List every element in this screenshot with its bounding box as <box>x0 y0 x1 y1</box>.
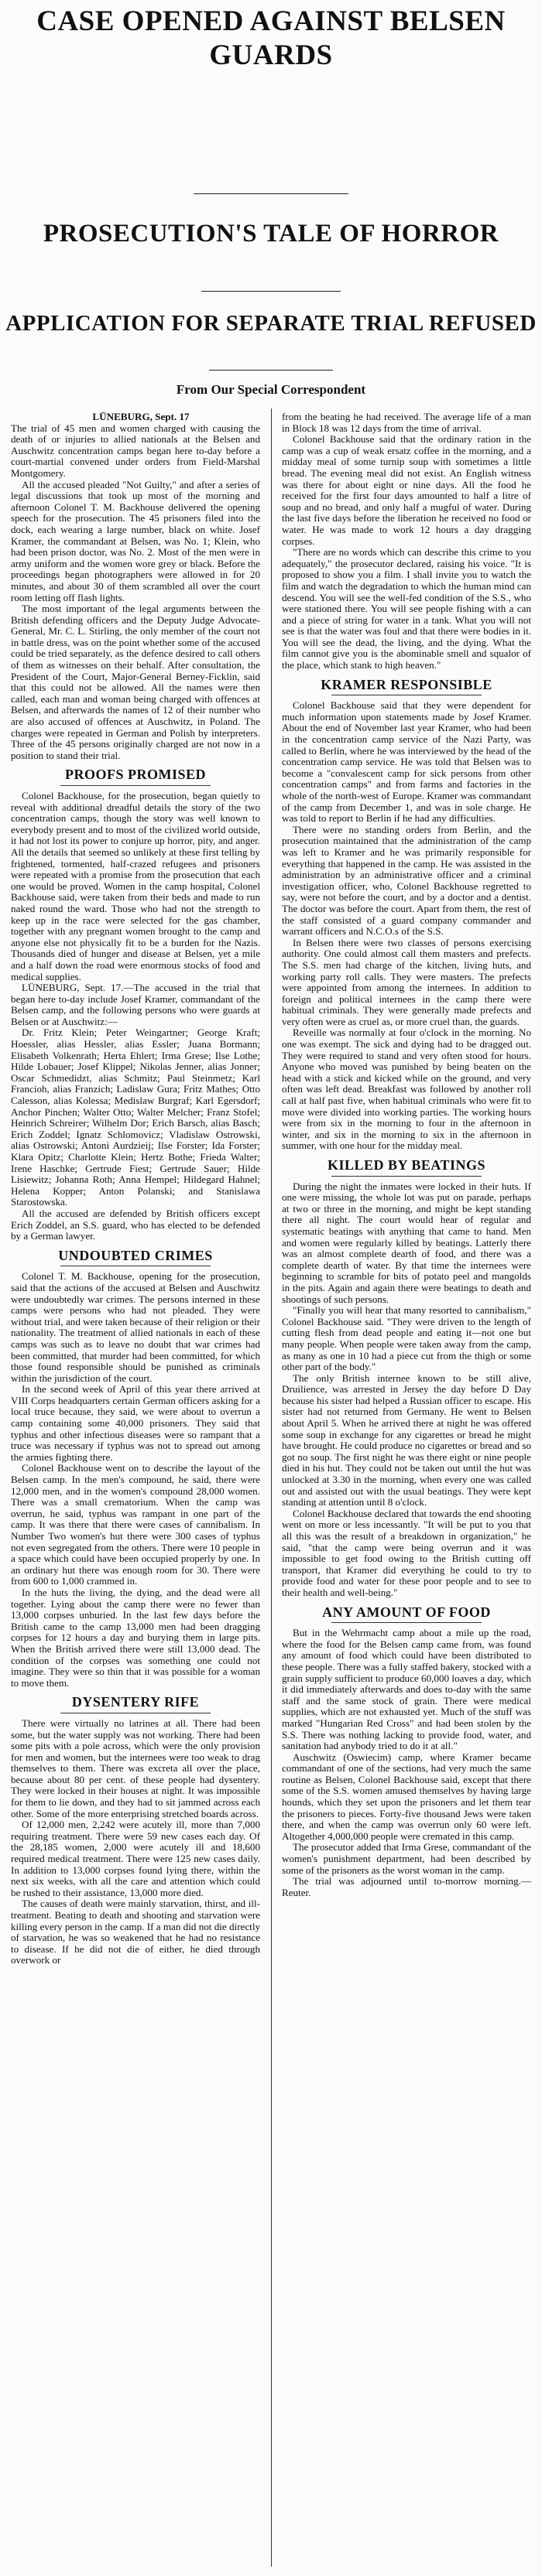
section-subheading <box>11 769 260 786</box>
third-headline-rule <box>209 370 333 371</box>
subheadline-rule <box>201 291 341 292</box>
article-paragraph: The most important of the legal arguments between the British defending officers and the Deputy Judge Advocate-General, Mr. C. L. Stirling, the only member of the court not in battle dress, was on the point whether some of the accused could be tried separately, as the defence desired to call others of them as witnesses on their behalf. After consultation, the President of the Court, Major-General Berney-Ficklin, said that this could not be allowed. All the names were then called, each man and woman being charged with offences at Belsen, and afterwards the names of 12 of their number who are also accused of offences at Auschwitz, in Poland. The charges were repeated in German and Polish by interpreters. Three of the 45 persons originally charged are not now in a position to stand their trial. <box>11 603 260 761</box>
section-subheading-text: PROOFS PROMISED <box>64 767 206 783</box>
article-paragraph: In the second week of April of this year there arrived at VIII Corps headquarters certain German officers asking for a local truce because, they said, we were about to overrun a camp containing some 40,000 prisoners. They said that typhus and other infectious diseases were so rampant that a truce was necessary if typhus was not to spread out among the armies fighting there. <box>11 1383 260 1463</box>
subheading-rule <box>331 1176 481 1177</box>
article-paragraph: Reveille was normally at four o'clock in the morning. No one was exempt. The sick and dying had to be dragged out. They were required to stand and very often stood for hours. Anyone who moved was punished by being beaten on the head with a stick and kicked while on the ground, and very often was left dead. Breakfast was followed by another roll call at half past five, when habitual criminals who were fit to move were divided into working parties. The working hours were from six in the morning to four in the afternoon in winter, and six in the morning to six in the afternoon in summer, with one hour for the midday meal. <box>282 1027 531 1152</box>
article-paragraph: The trial was adjourned until to-morrow morning.—Reuter. <box>282 1875 531 1898</box>
article-paragraph: Colonel Backhouse said that the ordinary ration in the camp was a cup of weak ersatz coffee in the morning, and a midday meal of some turnip soup with sometimes a little bread. The evening meal did not exist. An English witness was there for about eight or nine days. All the food he received for the first four days amounted to half a litre of soup and no bread, and only half a mugful of water. During the last five days before the liberation he received no food or water. He was made to work 12 hours a day dragging corpses. <box>282 433 531 547</box>
article-paragraph: The prosecutor added that Irma Grese, commandant of the women's punishment department, had been described by some of the prisoners as the worst woman in the camp. <box>282 1841 531 1876</box>
article-paragraph: There were virtually no latrines at all. There had been some, but the water supply was not working. There had been some pits with a pole across, which were the only provision for men and women, but the internees were too weak to drag themselves to them. There was excreta all over the place, because about 80 per cent. of these people had dysentery. They were locked in their houses at night. It was impossible for them to lie down, and they had to sit jammed across each other. Some of the more enterprising stretched boards across. <box>11 1717 260 1819</box>
section-subheading-text: KRAMER RESPONSIBLE <box>321 676 492 692</box>
section-subheading-text: DYSENTERY RIFE <box>71 1694 200 1710</box>
article-paragraph: The causes of death were mainly starvation, thirst, and ill-treatment. Beating to death and shooting and starvation were killing every person in the camp. If a man did not die directly of starvation, he was so weakened that he had no resistance to disease. If he did not die of either, he died through overwork or <box>11 1898 260 1966</box>
left-column <box>11 412 260 1966</box>
section-subheading-text: UNDOUBTED CRIMES <box>58 1247 213 1263</box>
article-paragraph: Dr. Fritz Klein; Peter Weingartner; George Kraft; Hoessler, alias Hessler, alias Essler; Juana Bormann; Elisabeth Volkenrath; Herta Ehlert; Irma Grese; Ilse Lothe; Hilde Lobauer; Josef Klippel; Nikolas Jenner, alias Jonner; Oscar Schmedidzt, alias Schmitz; Paul Steinmetz; Karl Francioh, alias Franzich; Ladislaw Gura; Fritz Mathes; Otto Calesson, alias Kolessa; Medislaw Burgraf; Karl Egersdorf; Anchor Pinchen; Walter Otto; Walter Melcher; Franz Stofel; Heinrich Schreirer; Wilhelm Dor; Erich Barsch, alias Basch; Erich Zoddel; Ignatz Schlomovicz; Vladislaw Ostrowski, alias Ostrowski; Antoni Aurdzieij; Ilse Forster; Ida Forster; Klara Opitz; Charlotte Klein; Hertz Bothe; Frieda Walter; Irene Haschke; Gertrude Fiest; Gertrude Sauer; Hilde Lisiewitz; Johanna Roth; Anna Hempel; Hildegard Hahnel; Helena Kopper; Anton Polanski; and Stanislawa Starostowska. <box>11 1027 260 1208</box>
article-paragraph: Of 12,000 men, 2,242 were acutely ill, more than 7,000 requiring treatment. There were 59 new cases each day. Of the 28,185 women, 2,000 were acutely ill and 18,600 required medical treatment. There were 125 new cases daily. In addition to 13,000 corpses found lying there, within the next six weeks, with all the care and attention which could be rushed to their assistance, 13,000 more died. <box>11 1819 260 1898</box>
article-paragraph: In Belsen there were two classes of persons exercising authority. One could almost call them masters and prefects. The S.S. men had charge of the kitchen, living huts, and working party roll calls. They were masters. The prefects were appointed from among the internees. In addition to foreign and political internees in the camp there were habitual criminals. They were generally made prefects and very often were as cruel as, or more cruel than, the guards. <box>282 936 531 1027</box>
article-paragraph: Colonel Backhouse went on to describe the layout of the Belsen camp. In the men's compound, he said, there were 12,000 men, and in the women's compound 28,000 women. There was a small crematorium. When the camp was overrun, he said, typhus was rampant in one part of the camp. It was there that there were cases of cannibalism. In Number Two women's hut there were 300 cases of typhus not even segregated from the others. There were 10 people in a space which could have been occupied properly by one. In an ordinary hut there was enough room for 30. There were from 600 to 1,000 crammed in. <box>11 1462 260 1587</box>
subheading-rule <box>60 785 210 786</box>
column-divider <box>271 408 272 2567</box>
article-paragraph: Colonel Backhouse, for the prosecution, began quietly to reveal with additional dreadful details the story of the two concentration camps, though the story was well known to everybody present and to most of the civilized world outside, it had not lost its power to conjure up horror, pity, and anger. All the details that seemed so unlikely at these first telling by frightened, tormented, half-crazed refugees and prisoners were repeated with a promise from the prosecution that each one would be proved. Women in the camp hospital, Colonel Backhouse said, were taken from their beds and made to run naked round the ward. Those who had not the strength to keep up in the race were selected for the gas chamber, together with any pregnant women brought to the camp and anyone else not physically fit to be a burden for the Nazis. Thousands died of hunger and disease at Belsen, yet a mile and a half down the road were enormous stocks of food and medical supplies. <box>11 790 260 982</box>
article-paragraph: The trial of 45 men and women charged with causing the death of or injuries to allied nationals at the Belsen and Auschwitz concentration camps began here to-day before a court-martial convened under orders from Field-Marshal Montgomery. <box>11 422 260 479</box>
article-paragraph: All the accused pleaded "Not Guilty," and after a series of legal discussions that took up most of the morning and afternoon Colonel T. M. Backhouse delivered the opening speech for the prosecution. The 45 prisoners filed into the dock, each wearing a large number, black on white. Josef Kramer, the commandant at Belsen, was No. 1; Klein, who had been prison doctor, was No. 2. Most of the men were in army uniform and the women wore grey or black. Before the proceedings began photographers were allowed in for 20 minutes, and about 30 of them scrambled all over the court room letting off flash lights. <box>11 478 260 603</box>
section-subheading <box>11 1247 260 1267</box>
article-paragraph: Colonel Backhouse said that they were dependent for much information upon statements made by Josef Kramer. About the end of November last year Kramer, who had been in the concentration camp service of the Nazi Party, was called to Berlin, where he was interviewed by the head of the concentration camp service. He was told that Belsen was to become a "convalescent camp for sick persons from other concentration camps" and from farms and factories in the whole of the north-west of Europe. Kramer was commandant of the camp from December 1, and was in sole charge. He was told to report to Berlin if he had any difficulties. <box>282 699 531 825</box>
main-headline: CASE OPENED AGAINST BELSEN GUARDS <box>36 5 506 71</box>
article-paragraph: from the beating he had received. The average life of a man in Block 18 was 12 days from the time of arrival. <box>282 411 531 434</box>
article-paragraph: LÜNEBURG, Sept. 17.—The accused in the trial that began here to-day include Josef Kramer, commandant of the Belsen camp, and the following persons who were guards at Belsen or at Auschwitz:— <box>11 982 260 1027</box>
section-subheading-text: ANY AMOUNT OF FOOD <box>322 1604 491 1620</box>
article-paragraph: In the huts the living, the dying, and the dead were all together. Lying about the camp there were no fewer than 13,000 corpses unburied. In the last few days before the British came to the camp 13,000 men had been dragging corpses for 12 hours a day and burying them in large pits. When the British arrived there were still 13,000 dead. The condition of the corpses was something one could not imagine. They were so thin that it was possible for a woman to move them. <box>11 1586 260 1689</box>
article-paragraph: Colonel T. M. Backhouse, opening for the prosecution, said that the actions of the accused at Belsen and Auschwitz were undoubtedly war crimes. The persons interned in these camps were persons who had not pleaded. They were without trial, and were taken because of their religion or their nationality. The treatment of allied nationals in each of these camps was such as to leave no doubt that war crimes had been committed, that murder had been committed, for which those found responsible should be punished as criminals within the jurisdiction of the court. <box>11 1270 260 1384</box>
third-headline: APPLICATION FOR SEPARATE TRIAL REFUSED <box>5 311 537 336</box>
headline-rule <box>194 193 348 194</box>
right-column <box>282 412 531 1898</box>
article-paragraph: "Finally you will hear that many resorted to cannibalism," Colonel Backhouse said. "They were driven to the length of cutting flesh from dead people and eating it—not one but many people. When people were taken away from the camp, as many as one in 10 had a piece cut from the thigh or some other part of the body." <box>282 1304 531 1373</box>
section-subheading <box>282 1604 531 1624</box>
byline: From Our Special Correspondent <box>176 382 366 397</box>
section-subheading <box>282 1157 531 1177</box>
article-paragraph: Colonel Backhouse declared that towards the end shooting went on more or less incessantly. "It will be put to you that all this was the result of a breakdown in organization," he said, "that the camp were being overrun and it was impossible to get food owing to the British cutting off transport, that Kramer did everything he could to try to provide food and water for these poor people and to see to their health and well-being." <box>282 1507 531 1598</box>
dateline: LÜNEBURG, Sept. 17 <box>92 411 190 422</box>
article-paragraph: But in the Wehrmacht camp about a mile up the road, where the food for the Belsen camp came from, was found any amount of food which could have been distributed to these people. There was a fully staffed bakery, stocked with a grain supply sufficient to produce 60,000 loaves a day, which it did immediately afterwards and does to-day with the same staff and the same stock of grain. There were medical supplies, which are not exhausted yet. Much of the stuff was marked "Hungarian Red Cross" and had been stolen by the S.S. There was nothing lacking to provide food, water, and sanitation had anybody tried to do it at all." <box>282 1627 531 1752</box>
section-subheading <box>11 1696 260 1713</box>
article-paragraph: All the accused are defended by British officers except Erich Zoddel, an S.S. guard, who has elected to be defended by a German lawyer. <box>11 1207 260 1242</box>
subheading-rule <box>331 1622 481 1623</box>
article-paragraph: There were no standing orders from Berlin, and the prosecution maintained that the administration of the camp was left to Kramer and he was primarily responsible for everything that happened in the camp. He was assisted in the administration by an administrative officer and a criminal investigation officer, who, Colonel Backhouse regretted to say, were not before the court, and by a doctor and a dentist. The doctor was before the court. Apart from them, the rest of the staff consisted of a guard company commander and warrant officers and N.C.O.s of the S.S. <box>282 823 531 938</box>
section-subheading <box>282 676 531 696</box>
article-paragraph: Auschwitz (Oswiecim) camp, where Kramer became commandant of one of the sections, had very much the same routine as Belsen, Colonel Backhouse said, except that there some of the S.S. women amused themselves by having large hounds, which they set upon the prisoners and let them tear the prisoners to pieces. Forty-five thousand Jews were taken there, and when the camp was overrun only 60 were left. Altogether 4,000,000 people were cremated in this camp. <box>282 1751 531 1842</box>
section-subheading-text: KILLED BY BEATINGS <box>327 1157 486 1173</box>
subheadline: PROSECUTION'S TALE OF HORROR <box>43 220 499 248</box>
article-paragraph: "There are no words which can describe this crime to you adequately," the prosecutor declared, raising his voice. "It is proposed to show you a film. I shall invite you to watch the film and watch the degradation to which the human mind can descend. You will see the well-fed condition of the S.S., who were stationed there. You will see people fishing with a can and a piece of string for water in a tank. What you will not see is that the water was foul and that there were bodies in it. You will see the dead, the living, and the dying. What the film cannot give you is the abominable smell and squalor of the place, which stank to high heaven." <box>282 546 531 671</box>
article-paragraph: The only British internee known to be still alive, Druilience, was arrested in Jersey the day before D Day because his sister had helped a Russian officer to escape. His sister had not returned from Germany. He went to Belsen about April 5. When he arrived there at night he was offered some soup in exchange for any cigarettes or bread he might have brought. He could produce no cigarettes or bread and so got no soup. The first night he was there eight or nine people died in his hut. They could not be taken out until the hut was unlocked at 3.30 in the morning, when every one was called out and assisted out with the usual beatings. They were kept standing at attention until 8 o'clock. <box>282 1372 531 1508</box>
article-paragraph: During the night the inmates were locked in their huts. If one were missing, the whole lot was put on parade, perhaps at two or three in the morning, and might be kept standing there all night. The court would hear of regular and systematic beatings with anything that came to hand. Men and women were regularly killed by beatings. Latterly there was an almost complete dearth of food, and there was a complete dearth of water. By that time the internees were beginning to scramble for bits of potato peel and mangolds in the pits. Again and again there were beatings to death and shootings of such persons. <box>282 1180 531 1305</box>
